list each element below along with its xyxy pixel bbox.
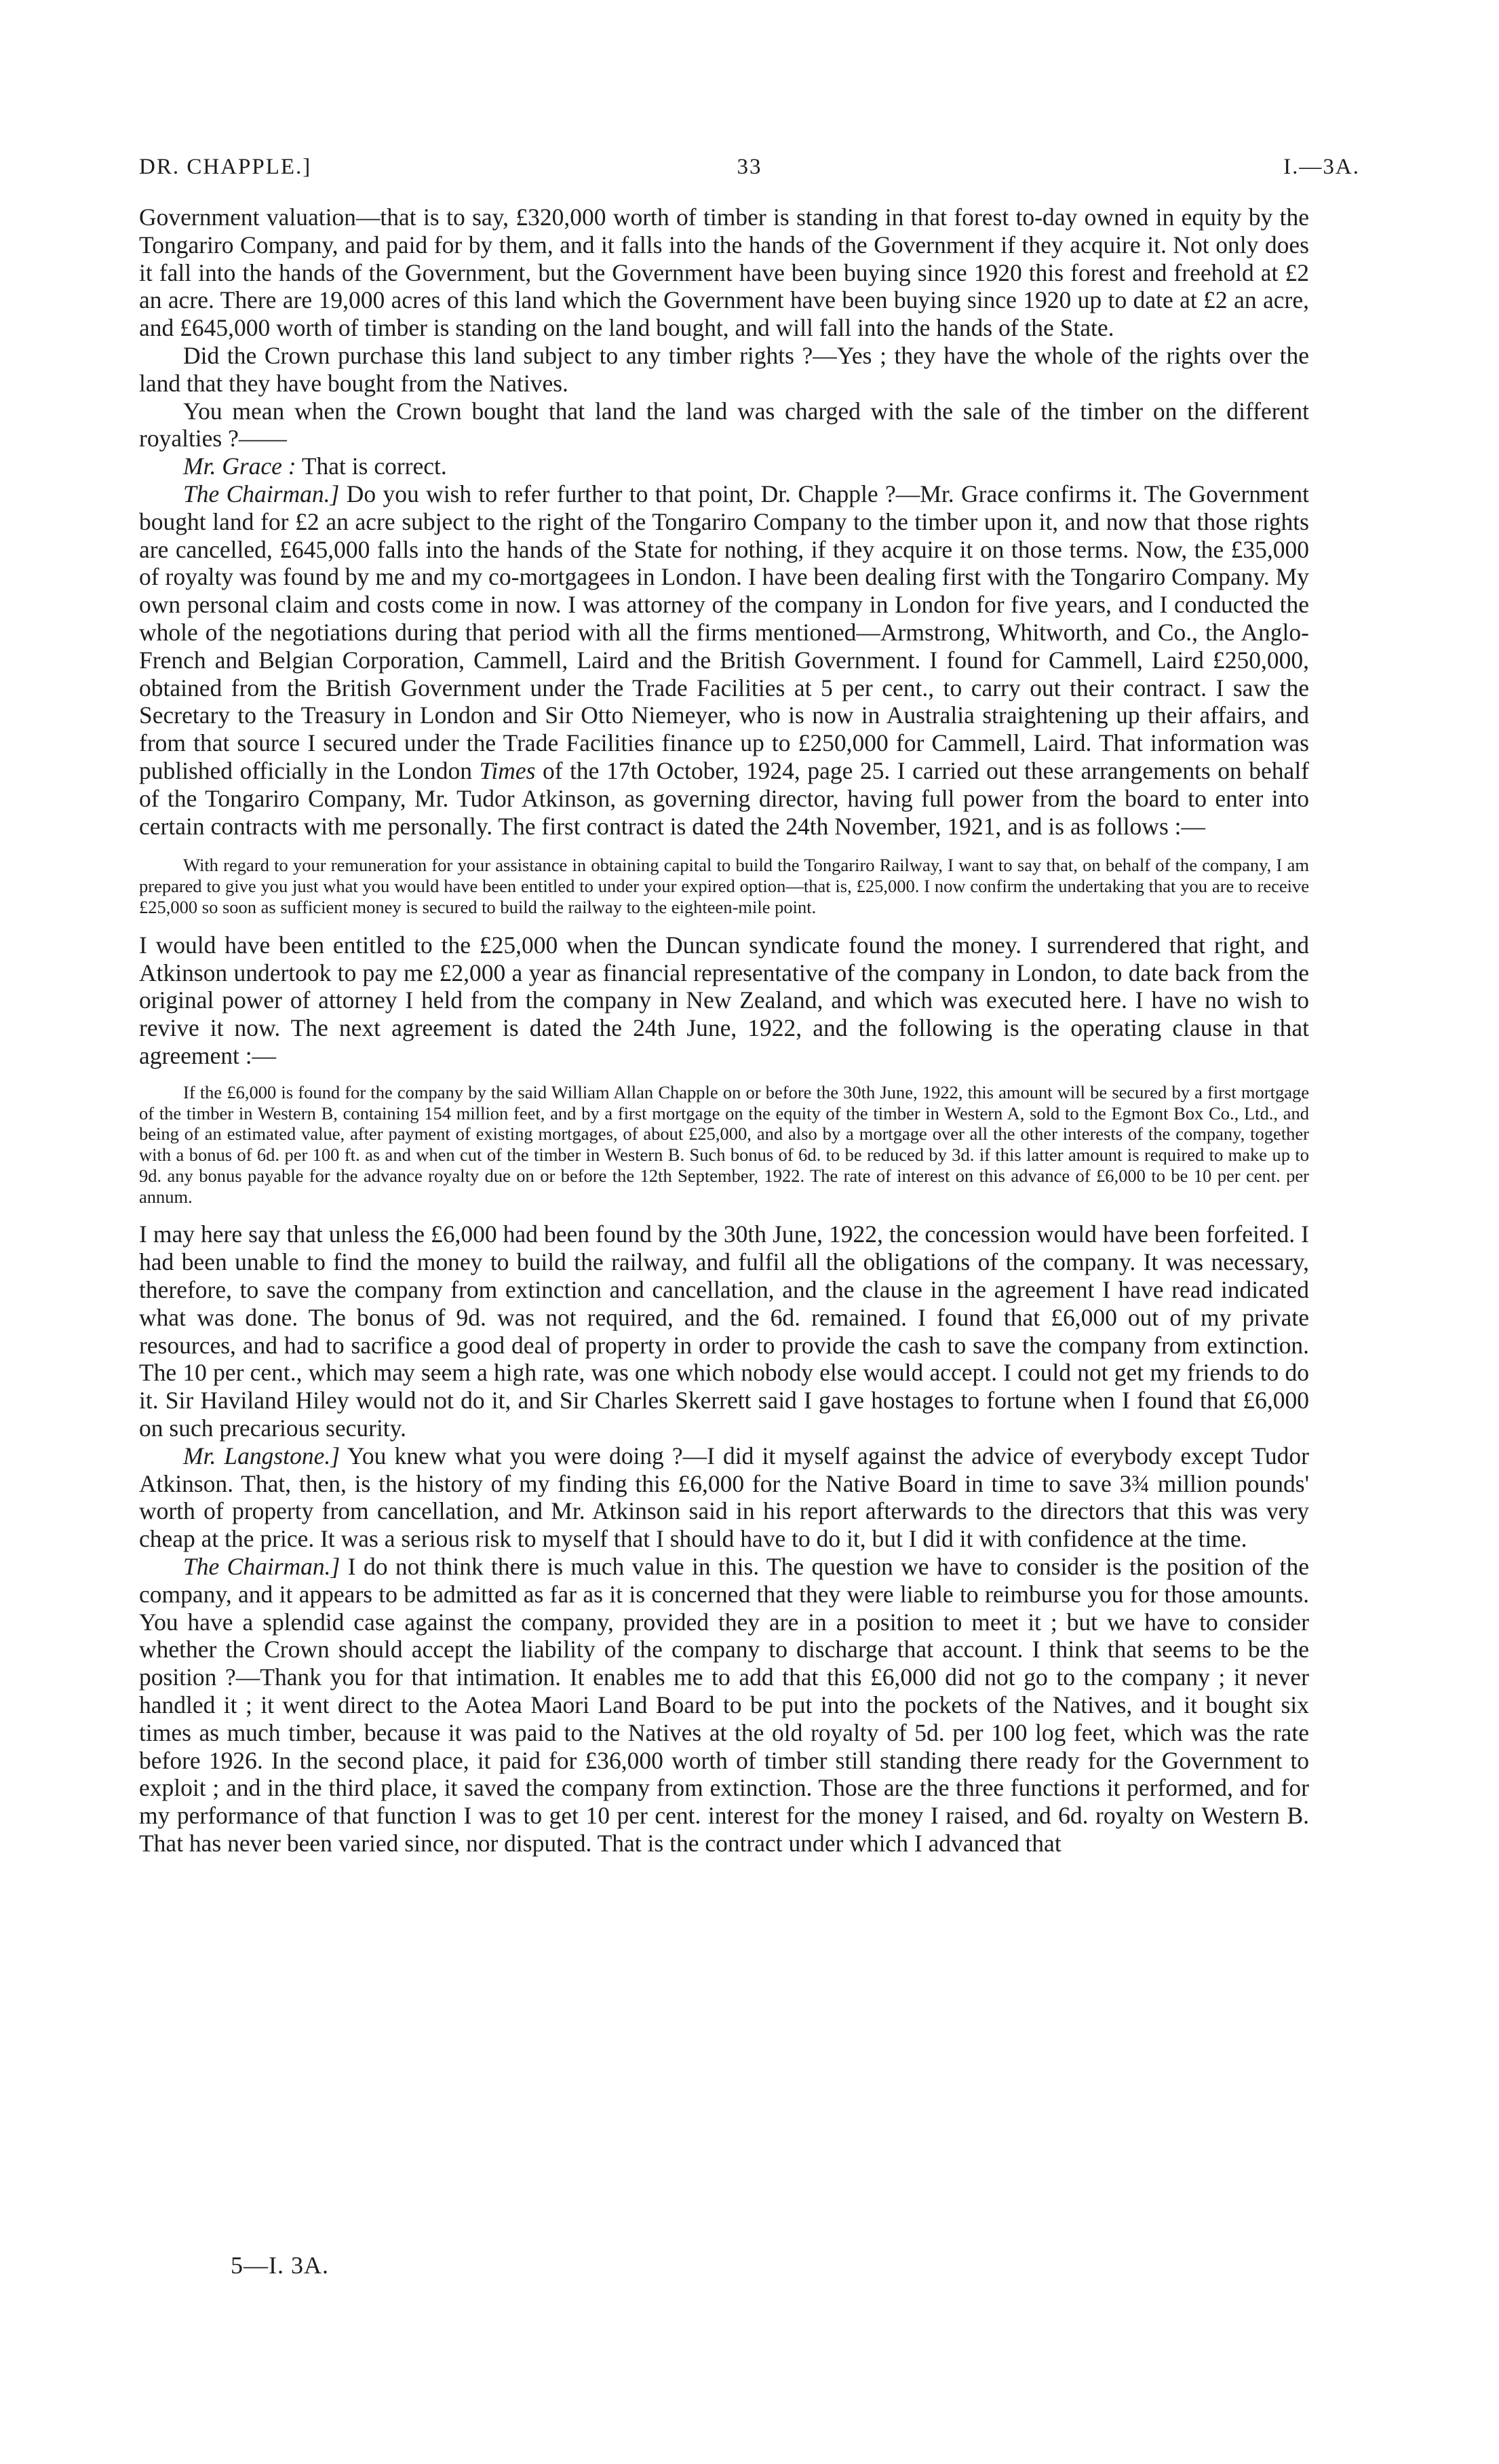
- paragraph-text: That is correct.: [301, 453, 447, 480]
- paragraph-text: Do you wish to refer further to that point, Dr. Chapple ?—Mr. Grace confirms it. The Government bought land for £2 an acre subject to the right of the Tongariro Company to the timber upon it, and now that those rights are cancelled, £645,000 falls into the hands of the State for nothing, if they acquire it on those terms. Now, the £35,000 of royalty was found by me and my co-mortgagees in London. I have been dealing first with the Tongariro Company. My own personal claim and costs come in now. I was attorney of the company in London for five years, and I conducted the whole of the negotiations during that period with all the firms mentioned—Armstrong, Whitworth, and Co., the Anglo-French and Belgian Corporation, Cammell, Laird and the British Government. I found for Cammell, Laird £250,000, obtained from the British Government under the Trade Facilities at 5 per cent., to carry out their contract. I saw the Secretary to the Treasury in London and Sir Otto Niemeyer, who is now in Australia straightening up their affairs, and from that source I secured under the Trade Facilities finance up to £250,000 for Cammell, Laird. That information was published officially in the London: [139, 480, 1309, 784]
- header-document-ref: I.—3A.: [1283, 155, 1360, 179]
- paragraph: [139, 453, 1309, 480]
- speaker-label: The Chairman.]: [183, 1553, 340, 1581]
- paragraph: Government valuation—that is to say, £320,000 worth of timber is standing in that forest to-day owned in equity by the Tongariro Company, and paid for by them, and it falls into the hands of the Government if they acquire it. Not only does it fall into the hands of the Government, but the Government have been buying since 1920 this forest and freehold at £2 an acre. There are 19,000 acres of this land which the Government have been buying since 1920 up to date at £2 an acre, and £645,000 worth of timber is standing on the land bought, and will fall into the hands of the State.: [139, 204, 1309, 342]
- quoted-contract: With regard to your remuneration for your assistance in obtaining capital to build the Tongariro Railway, I want to say that, on behalf of the company, I am prepared to give you just what you would have been entitled to under your expired option—that is, £25,000. I now confirm the undertaking that you are to receive £25,000 so soon as sufficient money is secured to build the railway to the eighteen-mile point.: [139, 855, 1309, 917]
- paragraph: You mean when the Crown bought that land the land was charged with the sale of the timber on the different royalties ?——: [139, 397, 1309, 453]
- paragraph: I may here say that unless the £6,000 had been found by the 30th June, 1922, the concession would have been forfeited. I had been unable to find the money to build the railway, and fulfil all the obligations of the company. It was necessary, therefore, to save the company from extinction and cancellation, and the clause in the agreement I have read indicated what was done. The bonus of 9d. was not required, and the 6d. remained. I found that £6,000 out of my private resources, and had to sacrifice a good deal of property in order to provide the cash to save the company from extinction. The 10 per cent., which may seem a high rate, was one which nobody else would accept. I could not get my friends to do it. Sir Haviland Hiley would not do it, and Sir Charles Skerrett said I gave hostages to fortune when I found that £6,000 on such precarious security.: [139, 1220, 1309, 1442]
- paragraph: [139, 1553, 1309, 1857]
- paragraph: [139, 1442, 1309, 1553]
- header-speaker: DR. CHAPPLE.]: [139, 155, 312, 179]
- quoted-agreement-clause: If the £6,000 is found for the company by the said William Allan Chapple on or before the 30th June, 1922, this amount will be secured by a first mortgage of the timber in Western B, containing 154 million feet, and by a first mortgage on the equity of the timber in Western A, sold to the Egmont Box Co., Ltd., and being of an estimated value, after payment of existing mortgages, of about £25,000, and also by a mortgage over all the other interests of the company, together with a bonus of 6d. per 100 ft. as and when cut of the timber in Western B. Such bonus of 6d. to be reduced by 3d. if this latter amount is required to make up to 9d. any bonus payable for the advance royalty due on or before the 12th September, 1922. The rate of interest on this advance of £6,000 to be 10 per cent. per annum.: [139, 1081, 1309, 1207]
- newspaper-title: Times: [479, 756, 536, 784]
- paragraph-text: of the 17th October, 1924, page 25. I carried out these arrangements on behalf of the Tongariro Company, Mr. Tudor Atkinson, as governing director, having full power from the board to enter into certain contracts with me personally. The first contract is dated the 24th November, 1921, and is as follows :—: [139, 756, 1310, 840]
- paragraph-text: I do not think there is much value in this. The question we have to consider is the position of the company, and it appears to be admitted as far as it is concerned that they were liable to reimburse you for those amounts. You have a splendid case against the company, provided they are in a position to meet it ; but we have to consider whether the Crown should accept the liability of the company to discharge that account. I think that seems to be the position ?—Thank you for that intimation. It enables me to add that this £6,000 did not go to the company ; it never handled it ; it went direct to the Aotea Maori Land Board to be put into the pockets of the Natives, and it bought six times as much timber, because it was paid to the Natives at the old royalty of 5d. per 100 log feet, which was the rate before 1926. In the second place, it paid for £36,000 worth of timber still standing there ready for the Government to exploit ; and in the third place, it saved the company from extinction. Those are the three functions it performed, and for my performance of that function I was to get 10 per cent. interest for the money I raised, and 6d. royalty on Western B. That has never been varied since, nor disputed. That is the contract under which I advanced that: [139, 1553, 1310, 1857]
- page-number: 33: [737, 155, 762, 179]
- page-body: [139, 204, 1309, 1857]
- paragraph-text: You knew what you were doing ?—I did it myself against the advice of everybody except Tudor Atkinson. That, then, is the history of my finding this £6,000 for the Native Board in time to save 3¾ million pounds' worth of property from cancellation, and Mr. Atkinson said in his report afterwards to the directors that this was very cheap at the price. It was a serious risk to myself that I should have to do it, but I did it with confidence at the time.: [139, 1442, 1309, 1553]
- paragraph: [139, 480, 1309, 840]
- paragraph: I would have been entitled to the £25,000 when the Duncan syndicate found the money. I surrendered that right, and Atkinson undertook to pay me £2,000 a year as financial representative of the company in London, to date back from the original power of attorney I held from the company in New Zealand, and which was executed here. I have no wish to revive it now. The next agreement is dated the 24th June, 1922, and the following is the operating clause in that agreement :—: [139, 931, 1309, 1069]
- speaker-label: The Chairman.]: [183, 480, 340, 507]
- running-head: [139, 155, 1360, 187]
- printer-signature-mark: 5—I. 3A.: [231, 2252, 329, 2279]
- speaker-label: Mr. Grace :: [183, 453, 296, 480]
- speaker-label: Mr. Langstone.]: [183, 1442, 340, 1469]
- paragraph: Did the Crown purchase this land subject to any timber rights ?—Yes ; they have the whole of the rights over the land that they have bought from the Natives.: [139, 341, 1309, 397]
